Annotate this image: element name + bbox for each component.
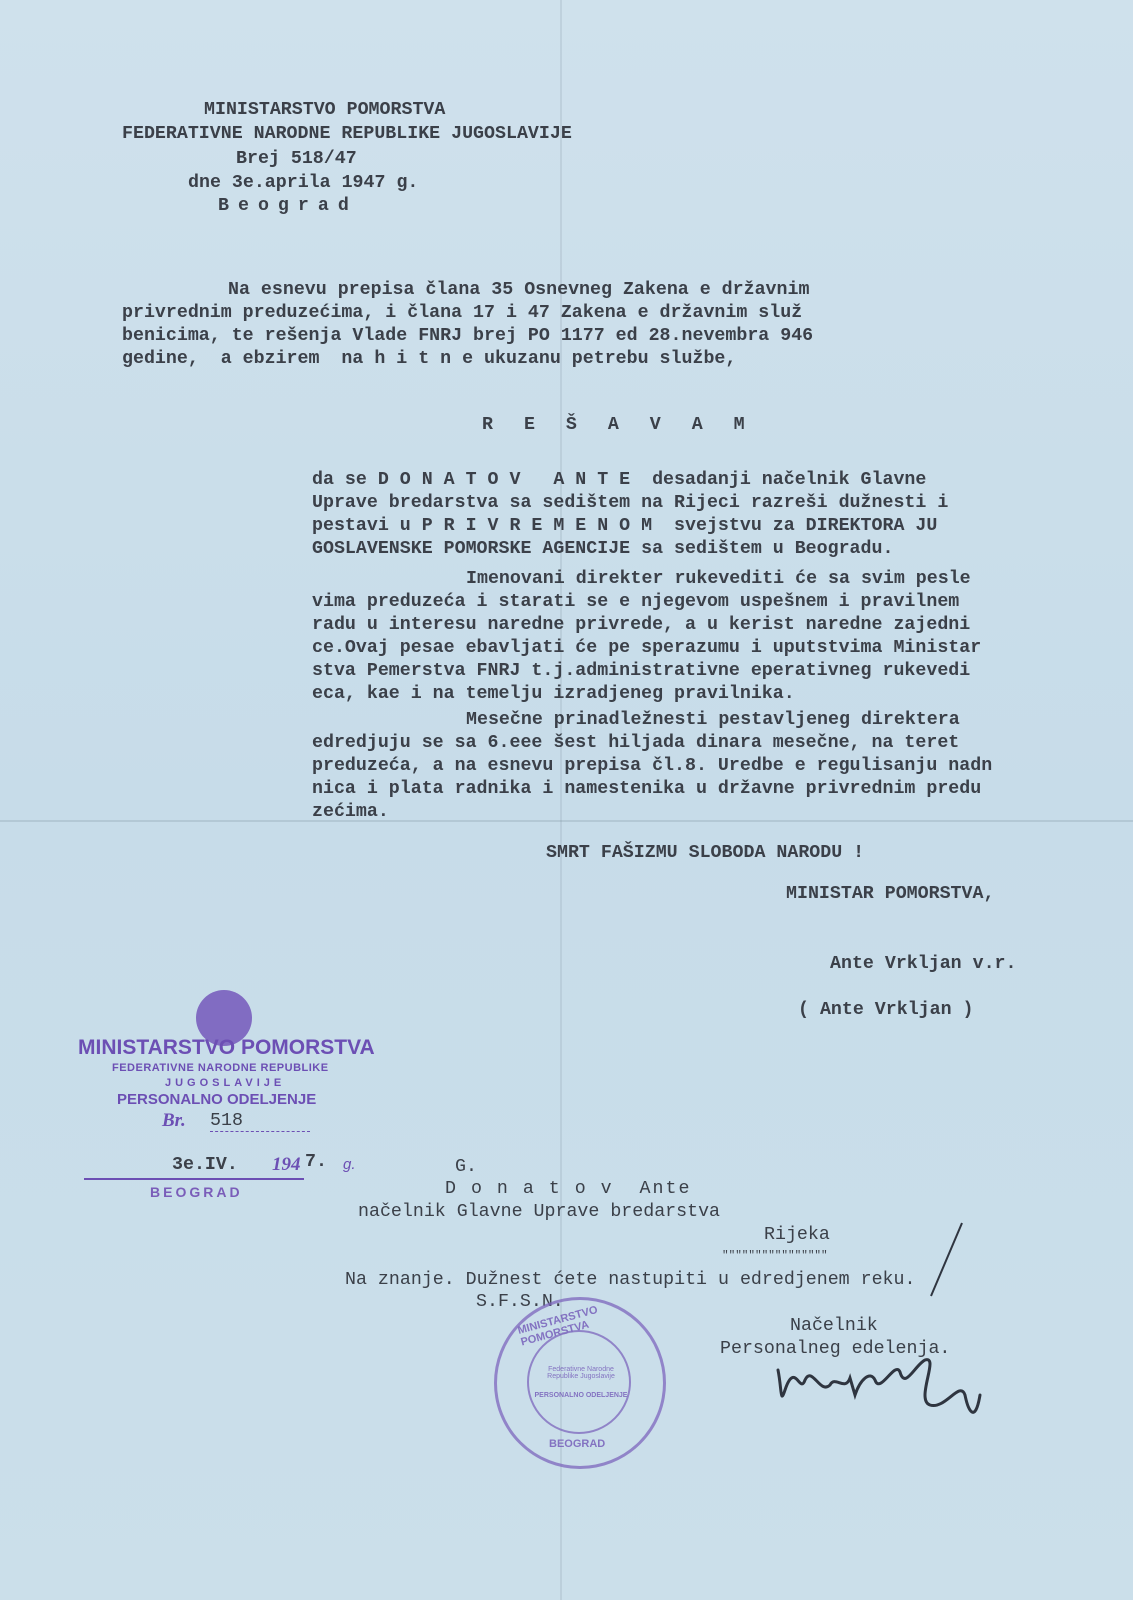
stamp-dept: PERSONALNO ODELJENJE: [117, 1091, 317, 1108]
preamble-line: benicima, te rešenja Vlade FNRJ brej PO 1177 ed 28.nevembra 946: [122, 326, 814, 346]
stamp-ministry: MINISTARSTVO POMORSTVA: [78, 1036, 375, 1059]
preamble-line: privrednim preduzećima, i člana 17 i 47 Zakena e državnim služ: [122, 303, 803, 323]
header-ministry: MINISTARSTVO POMORSTVA: [204, 100, 446, 120]
header-city: Beograd: [218, 196, 358, 216]
seal-dept: PERSONALNO ODELJENJE: [534, 1392, 628, 1399]
preamble-line: gedine, a ebzirem na h i t n e ukuzanu petrebu službe,: [122, 349, 737, 369]
signed-name: Ante Vrkljan v.r.: [830, 954, 1017, 974]
addressee-city: Rijeka: [764, 1225, 830, 1245]
stamp-republic: FEDERATIVNE NARODNE REPUBLIKE: [112, 1062, 329, 1074]
decision-line: da se D O N A T O V A N T E desadanji načelnik Glavne: [312, 470, 927, 490]
addressee-underline: """""""""""""""": [722, 1250, 828, 1262]
paragraph-line: Imenovani direkter rukevediti će sa svim pesle: [466, 569, 971, 589]
chief-title: Načelnik: [790, 1316, 878, 1336]
addressee-name: D o n a t o v Ante: [445, 1179, 692, 1199]
paragraph-line: Mesečne prinadležnesti pestavljeneg direktera: [466, 710, 960, 730]
paragraph-line: nica i plata radnika i namestenika u državne privrednim predu: [312, 779, 982, 799]
stamp-br-label: Br.: [162, 1110, 186, 1131]
decision-line: Uprave bredarstva sa sedištem na Rijeci razreši dužnesti i: [312, 493, 949, 513]
header-republic: FEDERATIVNE NARODNE REPUBLIKE JUGOSLAVIJE: [122, 124, 572, 144]
paragraph-line: edredjuju se sa 6.eee šest hiljada dinara mesečne, na teret: [312, 733, 960, 753]
decision-line: GOSLAVENSKE POMORSKE AGENCIJE sa sedištem u Beogradu.: [312, 539, 894, 559]
addressee-note: Na znanje. Dužnest ćete nastupiti u edredjenem reku.: [345, 1270, 916, 1290]
signatory-name: ( Ante Vrkljan ): [798, 1000, 974, 1020]
stamp-year-suffix: 7.: [305, 1152, 327, 1172]
addressee-sfsn: S.F.S.N.: [476, 1292, 564, 1312]
header-date: dne 3e.aprila 1947 g.: [188, 173, 419, 193]
stamp-g: g.: [343, 1156, 356, 1173]
header-number: Brej 518/47: [236, 149, 357, 169]
decision-title: R E Š A V A M: [482, 415, 755, 435]
seal-inner-text: Federativne Narodne Republike Jugoslavije: [547, 1366, 615, 1380]
addressee-role: načelnik Glavne Uprave bredarstva: [358, 1202, 721, 1222]
paragraph-line: vima preduzeća i starati se e njegevom uspešnem i pravilnem: [312, 592, 960, 612]
stamp-date: 3e.IV.: [172, 1155, 238, 1175]
seal-outer-text: MINISTARSTVO POMORSTVA: [516, 1304, 599, 1349]
stamp-country: JUGOSLAVIJE: [165, 1077, 286, 1089]
seal-city: BEOGRAD: [549, 1438, 606, 1450]
signatory-title: MINISTAR POMORSTVA,: [786, 884, 995, 904]
paragraph-line: preduzeća, a na esnevu prepisa čl.8. Uredbe e regulisanju nadn: [312, 756, 993, 776]
addressee-salutation: G.: [455, 1157, 477, 1177]
slogan: SMRT FAŠIZMU SLOBODA NARODU !: [546, 843, 865, 863]
stamp-br-value: 518: [210, 1111, 310, 1132]
paragraph-line: eca, kae i na temelju izradjeneg pravilnika.: [312, 684, 795, 704]
paragraph-line: radu u interesu naredne privrede, a u kerist naredne zajedni: [312, 615, 971, 635]
paragraph-line: ce.Ovaj pesae ebavljati će pe sperazumu i uputstvima Ministar: [312, 638, 982, 658]
stamp-year: 194: [272, 1154, 301, 1175]
chief-dept: Personalneg edelenja.: [720, 1339, 951, 1359]
preamble-line: Na esnevu prepisa člana 35 Osnevneg Zakena e državnim: [228, 280, 810, 300]
decision-line: pestavi u P R I V R E M E N O M svejstvu za DIREKTORA JU: [312, 516, 938, 536]
paragraph-line: stva Pemerstva FNRJ t.j.administrativne eperativneg rukevedi: [312, 661, 971, 681]
paragraph-line: zećima.: [312, 802, 389, 822]
stamp-city: BEOGRAD: [150, 1184, 243, 1200]
